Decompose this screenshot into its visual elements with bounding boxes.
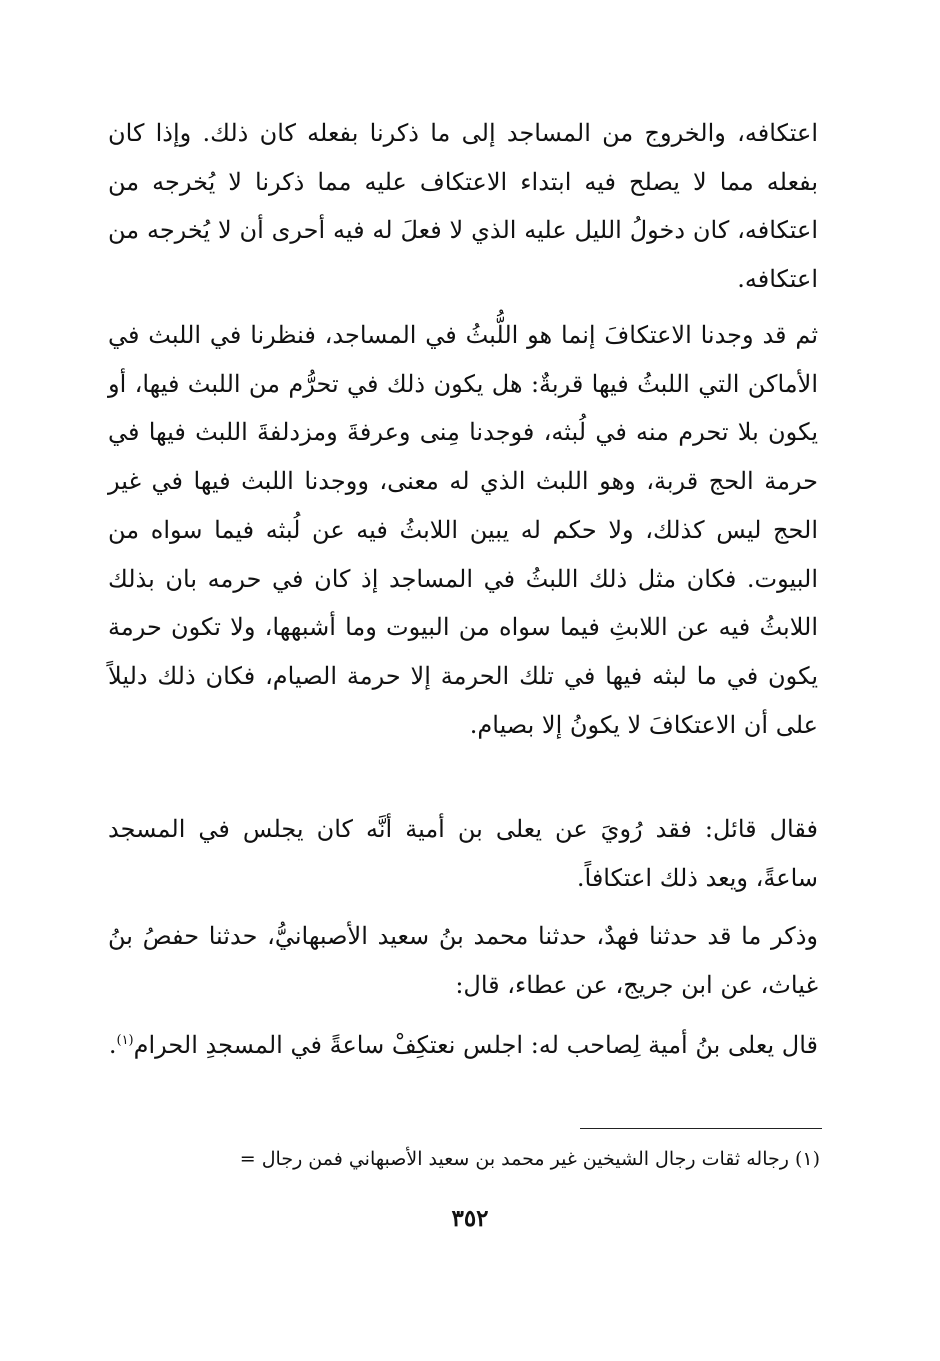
footnote-reference: (١) <box>116 1033 134 1048</box>
paragraph-text: فقال قائل: فقد رُويَ عن يعلى بن أمية أنَّه كان يجلس في المسجد ساعةً، ويعد ذلك اعتكافاً. <box>108 815 818 892</box>
paragraph-end-mark: . <box>108 1031 117 1059</box>
paragraph-text: قال يعلى بنُ أمية لِصاحب له: اجلس نعتكِفْ ساعةً في المسجدِ الحرام <box>133 1031 818 1059</box>
body-paragraph <box>108 1021 818 1070</box>
body-paragraph <box>108 912 818 1009</box>
paragraph-text: ثم قد وجدنا الاعتكافَ إنما هو اللُّبثُ في المساجد، فنظرنا في اللبث في الأماكن التي اللبثُ فيها قربةٌ: هل يكون ذلك في تحرُّم من اللبث فيها، أو يكون بلا تحرم منه في لُبثه، فوجدنا مِنى وعرفةَ ومزدلفةَ اللبث فيها في حرمة الحج قربة، وهو اللبث الذي له معنى، ووجدنا اللبث فيها في غير الحج ليس كذلك، ولا حكم له يبين اللابثُ فيه عن لُبثه فيما سواه من البيوت. فكان مثل ذلك اللبثُ في المساجد إذ كان في حرمه بان بذلك اللابثُ فيه عن اللابثِ فيما سواه من البيوت وما أشبهها، ولا تكون حرمة يكون في ما لبثه فيها في تلك الحرمة إلا حرمة الصيام، فكان ذلك دليلاً على أن الاعتكافَ لا يكونُ إلا بصيام. <box>108 321 818 739</box>
body-paragraph <box>108 311 818 749</box>
footnote: (١) رجاله ثقات رجال الشيخين غير محمد بن سعيد الأصبهاني فمن رجال = <box>239 1148 820 1170</box>
paragraph-text: اعتكافه، والخروج من المساجد إلى ما ذكرنا بفعله كان ذلك. وإذا كان بفعله مما لا يصلح فيه ابتداء الاعتكاف عليه مما ذكرنا لا يُخرجه من اعتكافه، كان دخولُ الليل عليه الذي لا فعلَ له فيه أحرى أن لا يُخرجه من اعتكافه. <box>108 119 818 294</box>
page-number: ٣٥٢ <box>451 1205 489 1232</box>
body-paragraph <box>108 109 818 304</box>
body-paragraph <box>108 805 818 902</box>
paragraph-text: وذكر ما قد حدثنا فهدٌ، حدثنا محمد بنُ سعيد الأصبهانيُّ، حدثنا حفصُ بنُ غياث، عن ابن جريج، عن عطاء، قال: <box>108 922 818 999</box>
footnote-separator <box>580 1128 822 1129</box>
